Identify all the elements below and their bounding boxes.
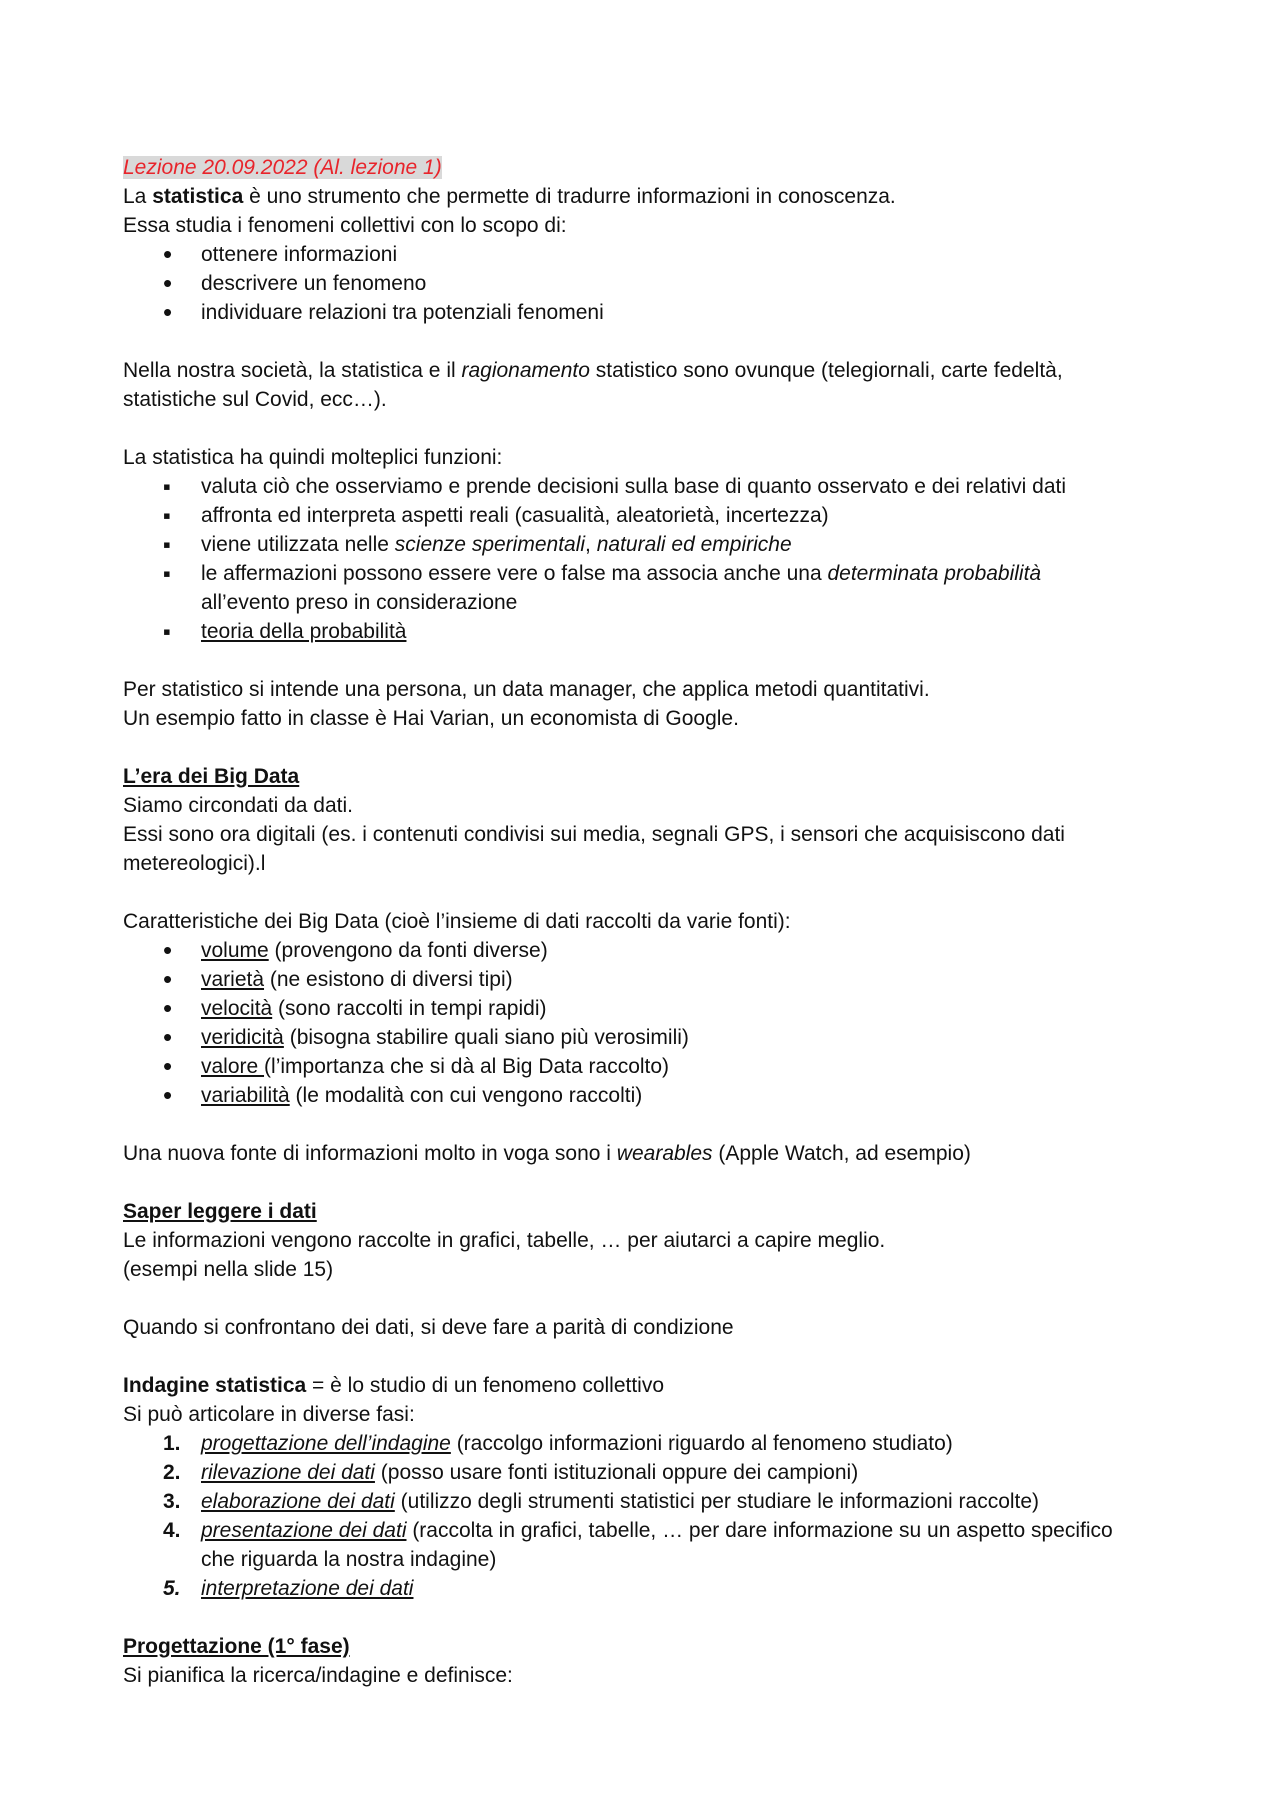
list-item-text: (raccolgo informazioni riguardo al fenomeno studiato) [450,1432,953,1455]
reading-heading: Saper leggere i dati [123,1200,317,1223]
underlined-term: progettazione dell’indagine [201,1432,451,1455]
list-item [123,1081,1163,1110]
big-data-chars-list [123,936,1163,1110]
spacer [123,878,1163,907]
list-number: 3. [163,1490,181,1513]
list-item-text: (raccolta in grafici, tabelle, … per dare informazione su un aspetto specifico [406,1519,1113,1542]
intro-term-statistica: statistica [152,185,244,208]
statistician-line-2: Un esempio fatto in classe è Hai Varian, un economista di Google. [123,707,739,730]
list-item-text: , [585,533,597,556]
list-item [123,936,1163,965]
reading-line-3: Quando si confrontano dei dati, si deve fare a parità di condizione [123,1316,734,1339]
spacer [123,733,1163,762]
list-item [123,994,1163,1023]
underlined-term: teoria della probabilità [201,620,407,643]
list-item-text: viene utilizzata nelle [201,533,395,556]
spacer [123,1110,1163,1139]
list-number: 2. [163,1461,181,1484]
italic-term: determinata probabilità [827,562,1042,585]
list-item [123,1429,1163,1458]
list-item [123,1458,1163,1487]
list-item [123,1487,1163,1516]
survey-line-2: Si può articolare in diverse fasi: [123,1403,415,1426]
bullet-icon [163,965,193,996]
underlined-term: volume [201,939,269,962]
underlined-term: veridicità [201,1026,284,1049]
society-line [123,356,1163,385]
square-bullet-icon [163,617,193,647]
wearables-post: (Apple Watch, ad esempio) [712,1142,971,1165]
square-bullet-icon [163,501,193,531]
document-body [123,153,1163,1690]
list-item-text: affronta ed interpreta aspetti reali (casualità, aleatorietà, incertezza) [201,504,829,527]
reading-heading-line [123,1197,1163,1226]
lesson-title-line [123,153,1163,182]
italic-term: naturali ed empiriche [596,533,792,556]
list-number: 1. [163,1432,181,1455]
list-item-text: ottenere informazioni [201,243,398,266]
underlined-term: variabilità [201,1084,290,1107]
intro-pre: La [123,185,153,208]
wearables-line [123,1139,1163,1168]
list-item [123,298,1163,327]
list-number: 4. [163,1519,181,1542]
list-item [123,269,1163,298]
spacer [123,1168,1163,1197]
spacer [123,646,1163,675]
square-bullet-icon [163,472,193,502]
bullet-icon [163,1023,193,1054]
underlined-term: elaborazione dei dati [201,1490,395,1513]
square-bullet-icon [163,559,193,589]
big-data-line-2: Essi sono ora digitali (es. i contenuti condivisi sui media, segnali GPS, i sensori che acquisiscono dati [123,823,1065,846]
big-data-heading: L’era dei Big Data [123,765,300,788]
list-item-text: (ne esistono di diversi tipi) [264,968,513,991]
purposes-list [123,240,1163,327]
big-data-chars-intro: Caratteristiche dei Big Data (cioè l’insieme di dati raccolti da varie fonti): [123,910,791,933]
intro-line-2: Essa studia i fenomeni collettivi con lo scopo di: [123,214,567,237]
society-italic: ragionamento [461,359,590,382]
list-item [123,559,1163,617]
functions-intro: La statistica ha quindi molteplici funzioni: [123,446,503,469]
list-item-text: (le modalità con cui vengono raccolti) [289,1084,643,1107]
underlined-term: varietà [201,968,265,991]
list-item-text: (provengono da fonti diverse) [268,939,548,962]
bullet-icon [163,994,193,1025]
wearables-italic: wearables [616,1142,713,1165]
bullet-icon [163,1081,193,1112]
big-data-heading-line [123,762,1163,791]
intro-post: è uno strumento che permette di tradurre informazioni in conoscenza. [243,185,896,208]
design-heading: Progettazione (1° fase) [123,1635,350,1658]
survey-phases-list [123,1429,1163,1603]
list-item [123,501,1163,530]
survey-post: = è lo studio di un fenomeno collettivo [306,1374,665,1397]
list-item-text: descrivere un fenomeno [201,272,427,295]
list-item [123,240,1163,269]
society-line-2: statistiche sul Covid, ecc…). [123,388,387,411]
big-data-line-3: metereologici).l [123,852,266,875]
spacer [123,414,1163,443]
list-item-text: che riguarda la nostra indagine) [201,1548,497,1571]
spacer [123,327,1163,356]
design-heading-line [123,1632,1163,1661]
functions-list [123,472,1163,646]
list-number: 5. [163,1577,181,1600]
list-item [123,1023,1163,1052]
square-bullet-icon [163,530,193,560]
list-item-text: (l’importanza che si dà al Big Data raccolto) [264,1055,670,1078]
statistician-line-1: Per statistico si intende una persona, un data manager, che applica metodi quantitativi. [123,678,930,701]
bullet-icon [163,269,193,300]
underlined-term: presentazione dei dati [201,1519,407,1542]
list-item-text: individuare relazioni tra potenziali fenomeni [201,301,604,324]
bullet-icon [163,1052,193,1083]
society-post: statistico sono ovunque (telegiornali, carte fedeltà, [589,359,1063,382]
list-item-text: (utilizzo degli strumenti statistici per studiare le informazioni raccolte) [394,1490,1040,1513]
list-item [123,1574,1163,1603]
list-item [123,965,1163,994]
list-item [123,472,1163,501]
spacer [123,1342,1163,1371]
list-item-text: all’evento preso in considerazione [201,591,518,614]
design-line-1: Si pianifica la ricerca/indagine e definisce: [123,1664,513,1687]
underlined-term: valore [201,1055,265,1078]
spacer [123,1603,1163,1632]
bullet-icon [163,298,193,329]
reading-line-2: (esempi nella slide 15) [123,1258,334,1281]
survey-line [123,1371,1163,1400]
lesson-title: Lezione 20.09.2022 (Al. lezione 1) [123,156,442,179]
wearables-pre: Una nuova fonte di informazioni molto in voga sono i [123,1142,617,1165]
list-item-text: valuta ciò che osserviamo e prende decisioni sulla base di quanto osservato e dei relativi dati [201,475,1066,498]
list-item-text: (sono raccolti in tempi rapidi) [272,997,547,1020]
underlined-term: rilevazione dei dati [201,1461,375,1484]
underlined-term: velocità [201,997,273,1020]
list-item-text: (bisogna stabilire quali siano più verosimili) [283,1026,689,1049]
bullet-icon [163,936,193,967]
spacer [123,1284,1163,1313]
underlined-term: interpretazione dei dati [201,1577,414,1600]
intro-line [123,182,1163,211]
society-pre: Nella nostra società, la statistica e il [123,359,462,382]
list-item [123,1052,1163,1081]
list-item [123,617,1163,646]
list-item [123,1516,1163,1574]
big-data-line-1: Siamo circondati da dati. [123,794,353,817]
bullet-icon [163,240,193,271]
list-item-text: (posso usare fonti istituzionali oppure dei campioni) [374,1461,859,1484]
list-item [123,530,1163,559]
survey-term: Indagine statistica [123,1374,307,1397]
reading-line-1: Le informazioni vengono raccolte in grafici, tabelle, … per aiutarci a capire meglio. [123,1229,886,1252]
italic-term: scienze sperimentali [394,533,586,556]
list-item-text: le affermazioni possono essere vere o false ma associa anche una [201,562,828,585]
